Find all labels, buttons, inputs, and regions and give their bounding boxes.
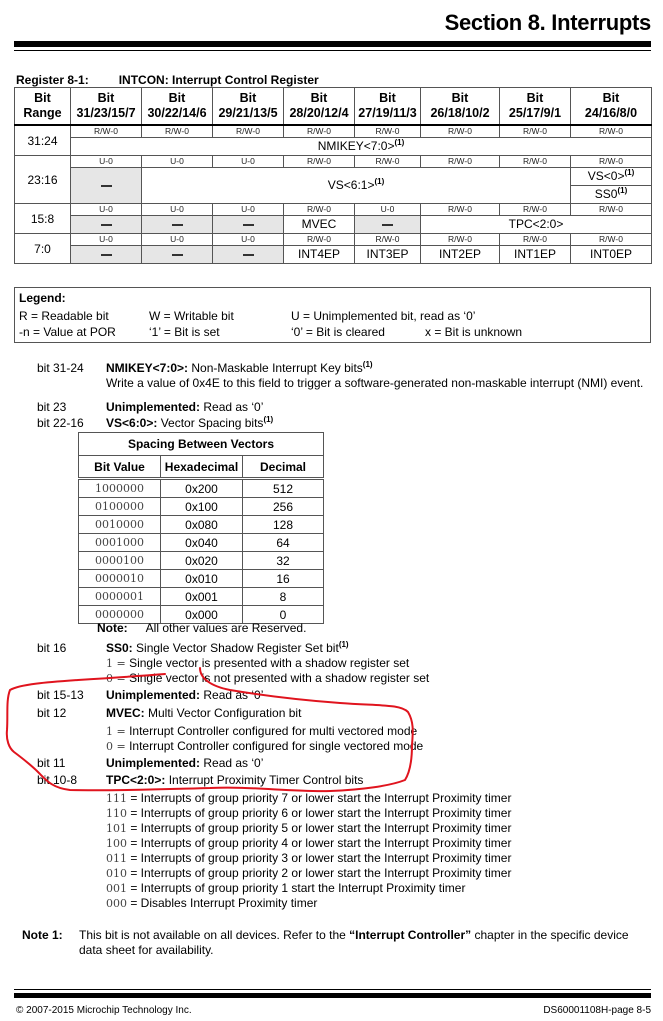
hex-cell: 0x000 <box>161 606 243 624</box>
footer-page-number: DS60001108H-page 8-5 <box>543 1005 651 1016</box>
col-header: Hexadecimal <box>161 456 243 479</box>
field-unimplemented <box>71 216 142 234</box>
bit-label: bit 16 <box>37 641 67 655</box>
field-unimplemented <box>355 216 421 234</box>
field-unimplemented <box>142 246 213 264</box>
col-header: Bit 27/19/11/3 <box>355 88 421 126</box>
hex-cell: 0x040 <box>161 534 243 552</box>
register-row-access <box>15 204 652 216</box>
bit-value: 0 = Single vector is not presented with a shadow register set <box>106 671 430 685</box>
spacing-row <box>79 570 324 588</box>
bit-name: TPC<2:0>: <box>106 773 166 787</box>
access-cell: U-0 <box>71 204 142 216</box>
bit-range: 15:8 <box>15 204 71 234</box>
field-int3ep: INT3EP <box>355 246 421 264</box>
field-mvec: MVEC <box>284 216 355 234</box>
bit-label: bit 12 <box>37 706 67 720</box>
decimal-cell: 0 <box>243 606 324 624</box>
col-header: Bit 24/16/8/0 <box>571 88 652 126</box>
col-header: Bit 30/22/14/6 <box>142 88 213 126</box>
dash-icon <box>243 224 254 226</box>
footer-rule-thick <box>14 993 651 998</box>
field-unimplemented <box>71 168 142 204</box>
footnote-1 <box>22 928 642 958</box>
access-cell: R/W-0 <box>421 234 500 246</box>
field-int1ep: INT1EP <box>500 246 571 264</box>
access-cell: R/W-0 <box>71 125 142 138</box>
dash-icon <box>172 224 183 226</box>
field-unimplemented <box>142 216 213 234</box>
decimal-cell: 32 <box>243 552 324 570</box>
decimal-cell: 512 <box>243 479 324 498</box>
bit-value-cell: 0010000 <box>79 516 161 534</box>
bit-value-cell: 0000010 <box>79 570 161 588</box>
register-row-access <box>15 234 652 246</box>
bit-value-cell: 0001000 <box>79 534 161 552</box>
bit-range: 31:24 <box>15 125 71 156</box>
access-cell: R/W-0 <box>571 125 652 138</box>
decimal-cell: 128 <box>243 516 324 534</box>
dash-icon <box>243 254 254 256</box>
bit-name: SS0: <box>106 641 133 655</box>
bit-label: bit 10-8 <box>37 773 78 787</box>
bit-value: 010 = Interrupts of group priority 2 or lower start the Interrupt Proximity timer <box>106 866 512 880</box>
dash-icon <box>382 224 393 226</box>
legend-item: W = Writable bit <box>149 309 234 323</box>
access-cell: R/W-0 <box>284 156 355 168</box>
bit-value: 1 = Interrupt Controller configured for multi vectored mode <box>106 724 418 738</box>
access-cell: R/W-0 <box>284 234 355 246</box>
field-ss0: SS0$^{(1)}$ <box>571 186 652 204</box>
access-cell: U-0 <box>213 234 284 246</box>
col-header: Decimal <box>243 456 324 479</box>
dash-icon <box>101 224 112 226</box>
bit-value: 1 = Single vector is presented with a shadow register set <box>106 656 410 670</box>
access-cell: U-0 <box>142 204 213 216</box>
bit-value: 101 = Interrupts of group priority 5 or lower start the Interrupt Proximity timer <box>106 821 512 835</box>
field-int2ep: INT2EP <box>421 246 500 264</box>
spacing-row <box>79 479 324 498</box>
register-row-access <box>15 125 652 138</box>
access-cell: R/W-0 <box>213 125 284 138</box>
access-cell: U-0 <box>71 234 142 246</box>
hex-cell: 0x010 <box>161 570 243 588</box>
legend-item: U = Unimplemented bit, read as ‘0’ <box>291 309 476 323</box>
bit-name: VS<6:0>: <box>106 416 158 430</box>
access-cell: R/W-0 <box>421 204 500 216</box>
col-header: Bit 29/21/13/5 <box>213 88 284 126</box>
bit-label: bit 22-16 <box>37 416 84 430</box>
hex-cell: 0x001 <box>161 588 243 606</box>
header-rule-thick <box>14 41 651 47</box>
field-tpc: TPC<2:0> <box>421 216 652 234</box>
spacing-table <box>78 432 324 624</box>
access-cell: R/W-0 <box>571 204 652 216</box>
hex-cell: 0x020 <box>161 552 243 570</box>
bit-value-cell: 1000000 <box>79 479 161 498</box>
legend-item: ‘1’ = Bit is set <box>149 325 220 339</box>
section-title: Section 8. Interrupts <box>444 10 651 35</box>
access-cell: R/W-0 <box>355 125 421 138</box>
bit-value-cell: 0100000 <box>79 498 161 516</box>
footnote-label: Note 1: <box>22 928 63 942</box>
field-unimplemented <box>213 216 284 234</box>
legend-item: ‘0’ = Bit is cleared <box>291 325 385 339</box>
legend-title: Legend: <box>19 291 66 305</box>
bit-value: 000 = Disables Interrupt Proximity timer <box>106 896 318 910</box>
spacing-table-title: Spacing Between Vectors <box>79 433 324 456</box>
field-vs0: VS<0>$^{(1)}$ <box>571 168 652 186</box>
bit-name: Unimplemented: <box>106 756 201 770</box>
access-cell: R/W-0 <box>500 156 571 168</box>
spacing-row <box>79 588 324 606</box>
dash-icon <box>172 254 183 256</box>
access-cell: R/W-0 <box>284 125 355 138</box>
bit-value: 111 = Interrupts of group priority 7 or lower start the Interrupt Proximity timer <box>106 791 512 805</box>
bit-label: bit 11 <box>37 756 66 770</box>
hex-cell: 0x100 <box>161 498 243 516</box>
access-cell: R/W-0 <box>500 125 571 138</box>
legend-box <box>14 287 651 343</box>
bit-value: 011 = Interrupts of group priority 3 or lower start the Interrupt Proximity timer <box>106 851 512 865</box>
spacing-row <box>79 516 324 534</box>
register-row-names <box>15 138 652 156</box>
footer-rule-thin <box>14 989 651 990</box>
field-nmikey: NMIKEY<7:0>$^{(1)}$ <box>71 138 652 156</box>
access-cell: R/W-0 <box>500 234 571 246</box>
register-number: Register 8-1: <box>16 73 89 87</box>
bit-value: 0 = Interrupt Controller configured for single vectored mode <box>106 739 424 753</box>
access-cell: U-0 <box>355 204 421 216</box>
col-header: Bit Value <box>79 456 161 479</box>
col-header: Bit 31/23/15/7 <box>71 88 142 126</box>
access-cell: U-0 <box>142 234 213 246</box>
field-unimplemented <box>71 246 142 264</box>
spacing-row <box>79 552 324 570</box>
spacing-row <box>79 498 324 516</box>
bit-label: bit 15-13 <box>37 688 84 702</box>
col-header: Bit 26/18/10/2 <box>421 88 500 126</box>
field-unimplemented <box>213 246 284 264</box>
access-cell: R/W-0 <box>142 125 213 138</box>
decimal-cell: 16 <box>243 570 324 588</box>
register-caption <box>16 73 319 87</box>
spacing-row <box>79 534 324 552</box>
access-cell: U-0 <box>213 156 284 168</box>
bit-range: 23:16 <box>15 156 71 204</box>
register-row-names <box>15 168 652 186</box>
bit-name: Unimplemented: <box>106 688 201 702</box>
access-cell: R/W-0 <box>571 234 652 246</box>
col-header: Bit 25/17/9/1 <box>500 88 571 126</box>
bit-value: 110 = Interrupts of group priority 6 or lower start the Interrupt Proximity timer <box>106 806 512 820</box>
col-header: Bit 28/20/12/4 <box>284 88 355 126</box>
register-title: INTCON: Interrupt Control Register <box>118 73 319 87</box>
access-cell: R/W-0 <box>421 125 500 138</box>
legend-item: -n = Value at POR <box>19 325 116 339</box>
decimal-cell: 64 <box>243 534 324 552</box>
dash-icon <box>101 254 112 256</box>
bit-name: MVEC: <box>106 706 145 720</box>
access-cell: U-0 <box>71 156 142 168</box>
access-cell: R/W-0 <box>355 156 421 168</box>
access-cell: R/W-0 <box>500 204 571 216</box>
register-header-row <box>15 88 652 126</box>
bit-name: Unimplemented: <box>106 400 201 414</box>
hex-cell: 0x080 <box>161 516 243 534</box>
dash-icon <box>101 185 112 187</box>
access-cell: R/W-0 <box>421 156 500 168</box>
field-vs: VS<6:1>$^{(1)}$ <box>142 168 571 204</box>
register-row-names <box>15 246 652 264</box>
access-cell: U-0 <box>213 204 284 216</box>
decimal-cell: 256 <box>243 498 324 516</box>
bit-value: 100 = Interrupts of group priority 4 or lower start the Interrupt Proximity timer <box>106 836 512 850</box>
col-header: Bit Range <box>15 88 71 126</box>
bit-value-cell: 0000100 <box>79 552 161 570</box>
header-rule-thin <box>14 50 651 51</box>
bit-value-cell: 0000000 <box>79 606 161 624</box>
bit-value: 001 = Interrupts of group priority 1 start the Interrupt Proximity timer <box>106 881 466 895</box>
access-cell: U-0 <box>142 156 213 168</box>
legend-item: x = Bit is unknown <box>425 325 523 339</box>
bit-value-cell: 0000001 <box>79 588 161 606</box>
field-int4ep: INT4EP <box>284 246 355 264</box>
register-row-access <box>15 156 652 168</box>
access-cell: R/W-0 <box>571 156 652 168</box>
decimal-cell: 8 <box>243 588 324 606</box>
legend-item: R = Readable bit <box>19 309 109 323</box>
bit-name: NMIKEY<7:0>: <box>106 361 189 375</box>
bit-label: bit 31-24 <box>37 361 84 375</box>
access-cell: R/W-0 <box>355 234 421 246</box>
bit-label: bit 23 <box>37 400 67 414</box>
bit-range: 7:0 <box>15 234 71 264</box>
field-int0ep: INT0EP <box>571 246 652 264</box>
bit-detail: Write a value of 0x4E to this field to trigger a software-generated non-maskable interrupt (NMI) event. <box>106 376 644 390</box>
register-row-names <box>15 216 652 234</box>
register-table <box>14 87 652 264</box>
footer-copyright: © 2007-2015 Microchip Technology Inc. <box>16 1005 192 1016</box>
hex-cell: 0x200 <box>161 479 243 498</box>
spacing-note: Note: All other values are Reserved. <box>97 621 307 635</box>
access-cell: R/W-0 <box>284 204 355 216</box>
footnote-text: This bit is not available on all devices. Refer to the “Interrupt Controller” chapter in the specific device data sheet for availability. <box>79 928 629 957</box>
